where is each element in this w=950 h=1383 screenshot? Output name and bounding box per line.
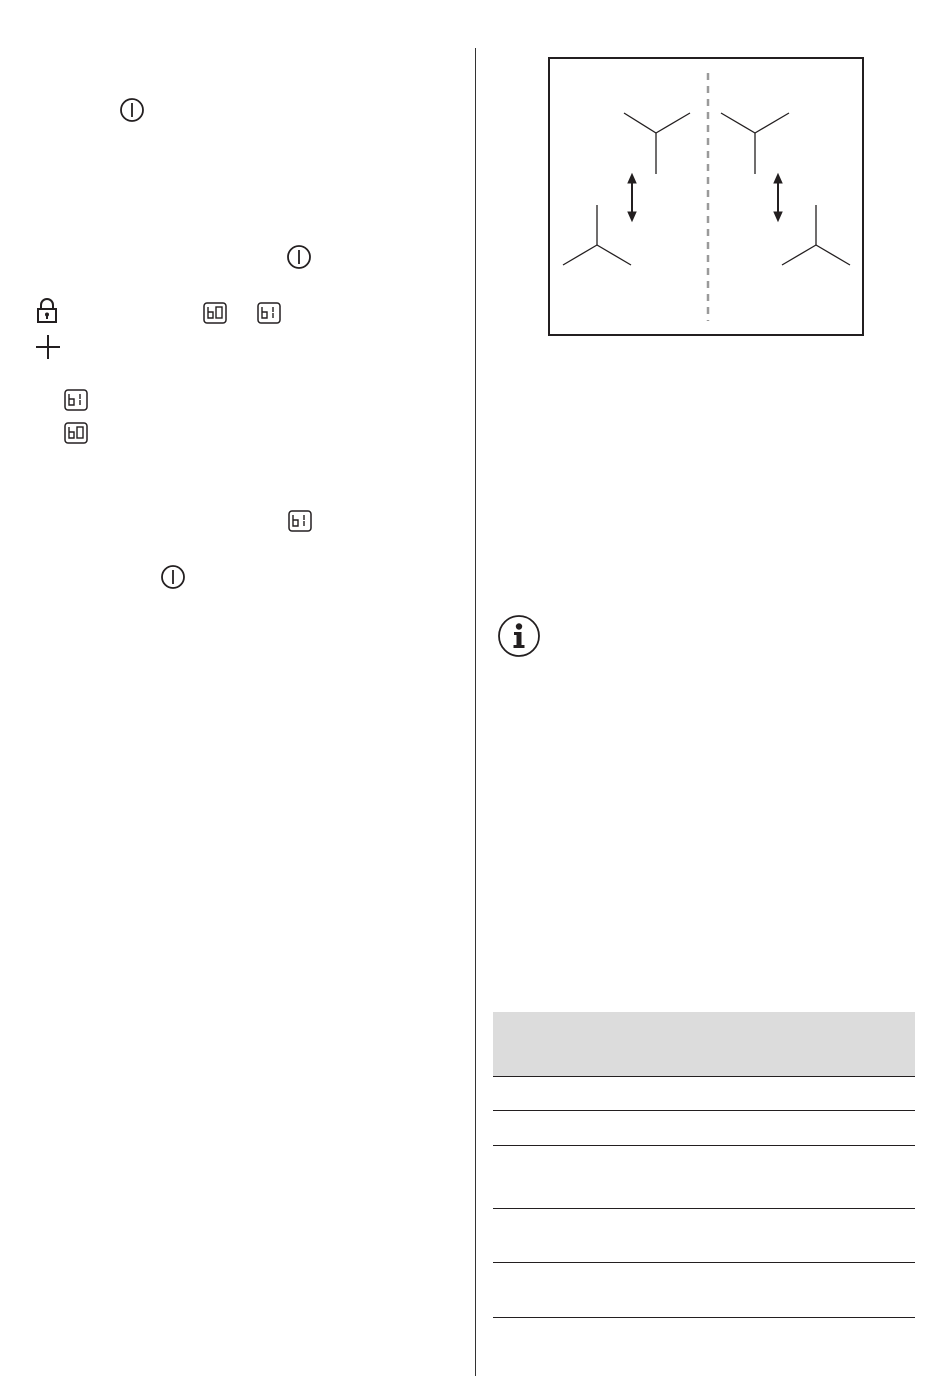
table-row-divider: [493, 1145, 915, 1146]
double-arrow-icon: [628, 174, 636, 221]
display-b0-icon: [203, 302, 227, 324]
hob-zone-symbol-icon: [721, 113, 789, 174]
plus-icon: [35, 334, 61, 360]
table-row-divider: [493, 1317, 915, 1318]
hob-zone-symbol-icon: [563, 205, 631, 265]
cooking-zone-diagram: [550, 59, 862, 334]
table-row-divider: [493, 1262, 915, 1263]
hob-zone-symbol-icon: [624, 113, 690, 174]
table-row-divider: [493, 1076, 915, 1077]
hob-zone-symbol-icon: [782, 205, 850, 265]
lock-icon: [36, 298, 58, 324]
display-b0-icon: [64, 422, 88, 444]
double-arrow-icon: [774, 174, 782, 221]
power-icon: [119, 97, 145, 123]
cooking-zone-figure: [548, 57, 864, 336]
display-b1-icon: [288, 510, 312, 532]
power-icon: [160, 564, 186, 590]
display-b1-icon: [257, 302, 281, 324]
table-header: [493, 1012, 915, 1076]
display-b1-icon: [64, 389, 88, 411]
table-row-divider: [493, 1110, 915, 1111]
column-divider: [475, 48, 476, 1376]
info-icon: [497, 614, 541, 658]
table-row-divider: [493, 1208, 915, 1209]
power-icon: [286, 244, 312, 270]
